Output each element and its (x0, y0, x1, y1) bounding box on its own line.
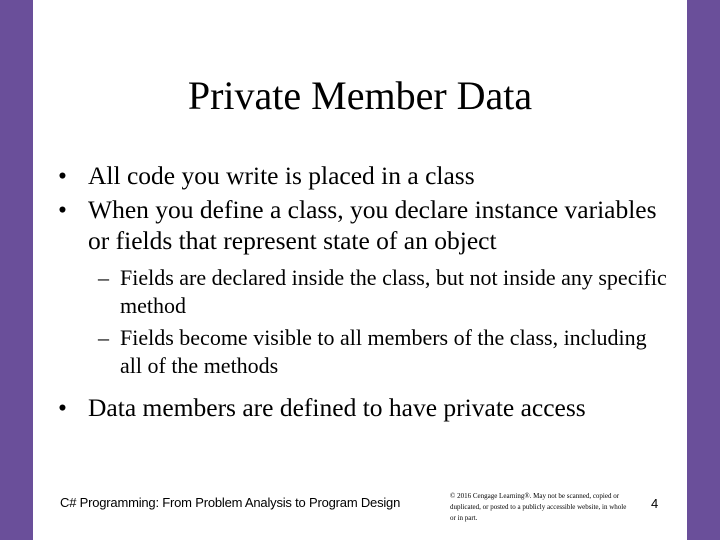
right-side-bar (687, 0, 720, 540)
sub-bullet-symbol: – (98, 265, 109, 290)
bullet-symbol: • (58, 393, 67, 422)
bullet-text: When you define a class, you declare instance variables or fields that represent state of an object (88, 195, 657, 255)
bullet-text: All code you write is placed in a class (88, 161, 475, 190)
sub-bullet-symbol: – (98, 325, 109, 350)
footer-copyright: © 2016 Cengage Learning®. May not be scanned, copied or duplicated, or posted to a publicly accessible website, in whole or in part. (450, 492, 627, 522)
sub-bullet-item (58, 264, 668, 320)
sub-bullet-text: Fields become visible to all members of the class, including all of the methods (120, 325, 647, 378)
slide-title: Private Member Data (187, 73, 533, 118)
bullet-symbol: • (58, 195, 67, 224)
sub-bullet-list (58, 264, 668, 380)
bullet-item (58, 392, 668, 423)
bullet-symbol: • (58, 161, 67, 190)
left-side-bar (0, 0, 33, 540)
sub-bullet-item (58, 324, 668, 380)
footer-course-title: C# Programming: From Problem Analysis to Program Design (60, 495, 401, 510)
bullet-text: Data members are defined to have private access (88, 393, 586, 422)
sub-bullet-text: Fields are declared inside the class, but not inside any specific method (120, 265, 667, 318)
page-number: 4 (651, 496, 659, 511)
slide-content (58, 160, 668, 426)
bullet-item (58, 194, 668, 256)
bullet-item (58, 160, 668, 191)
